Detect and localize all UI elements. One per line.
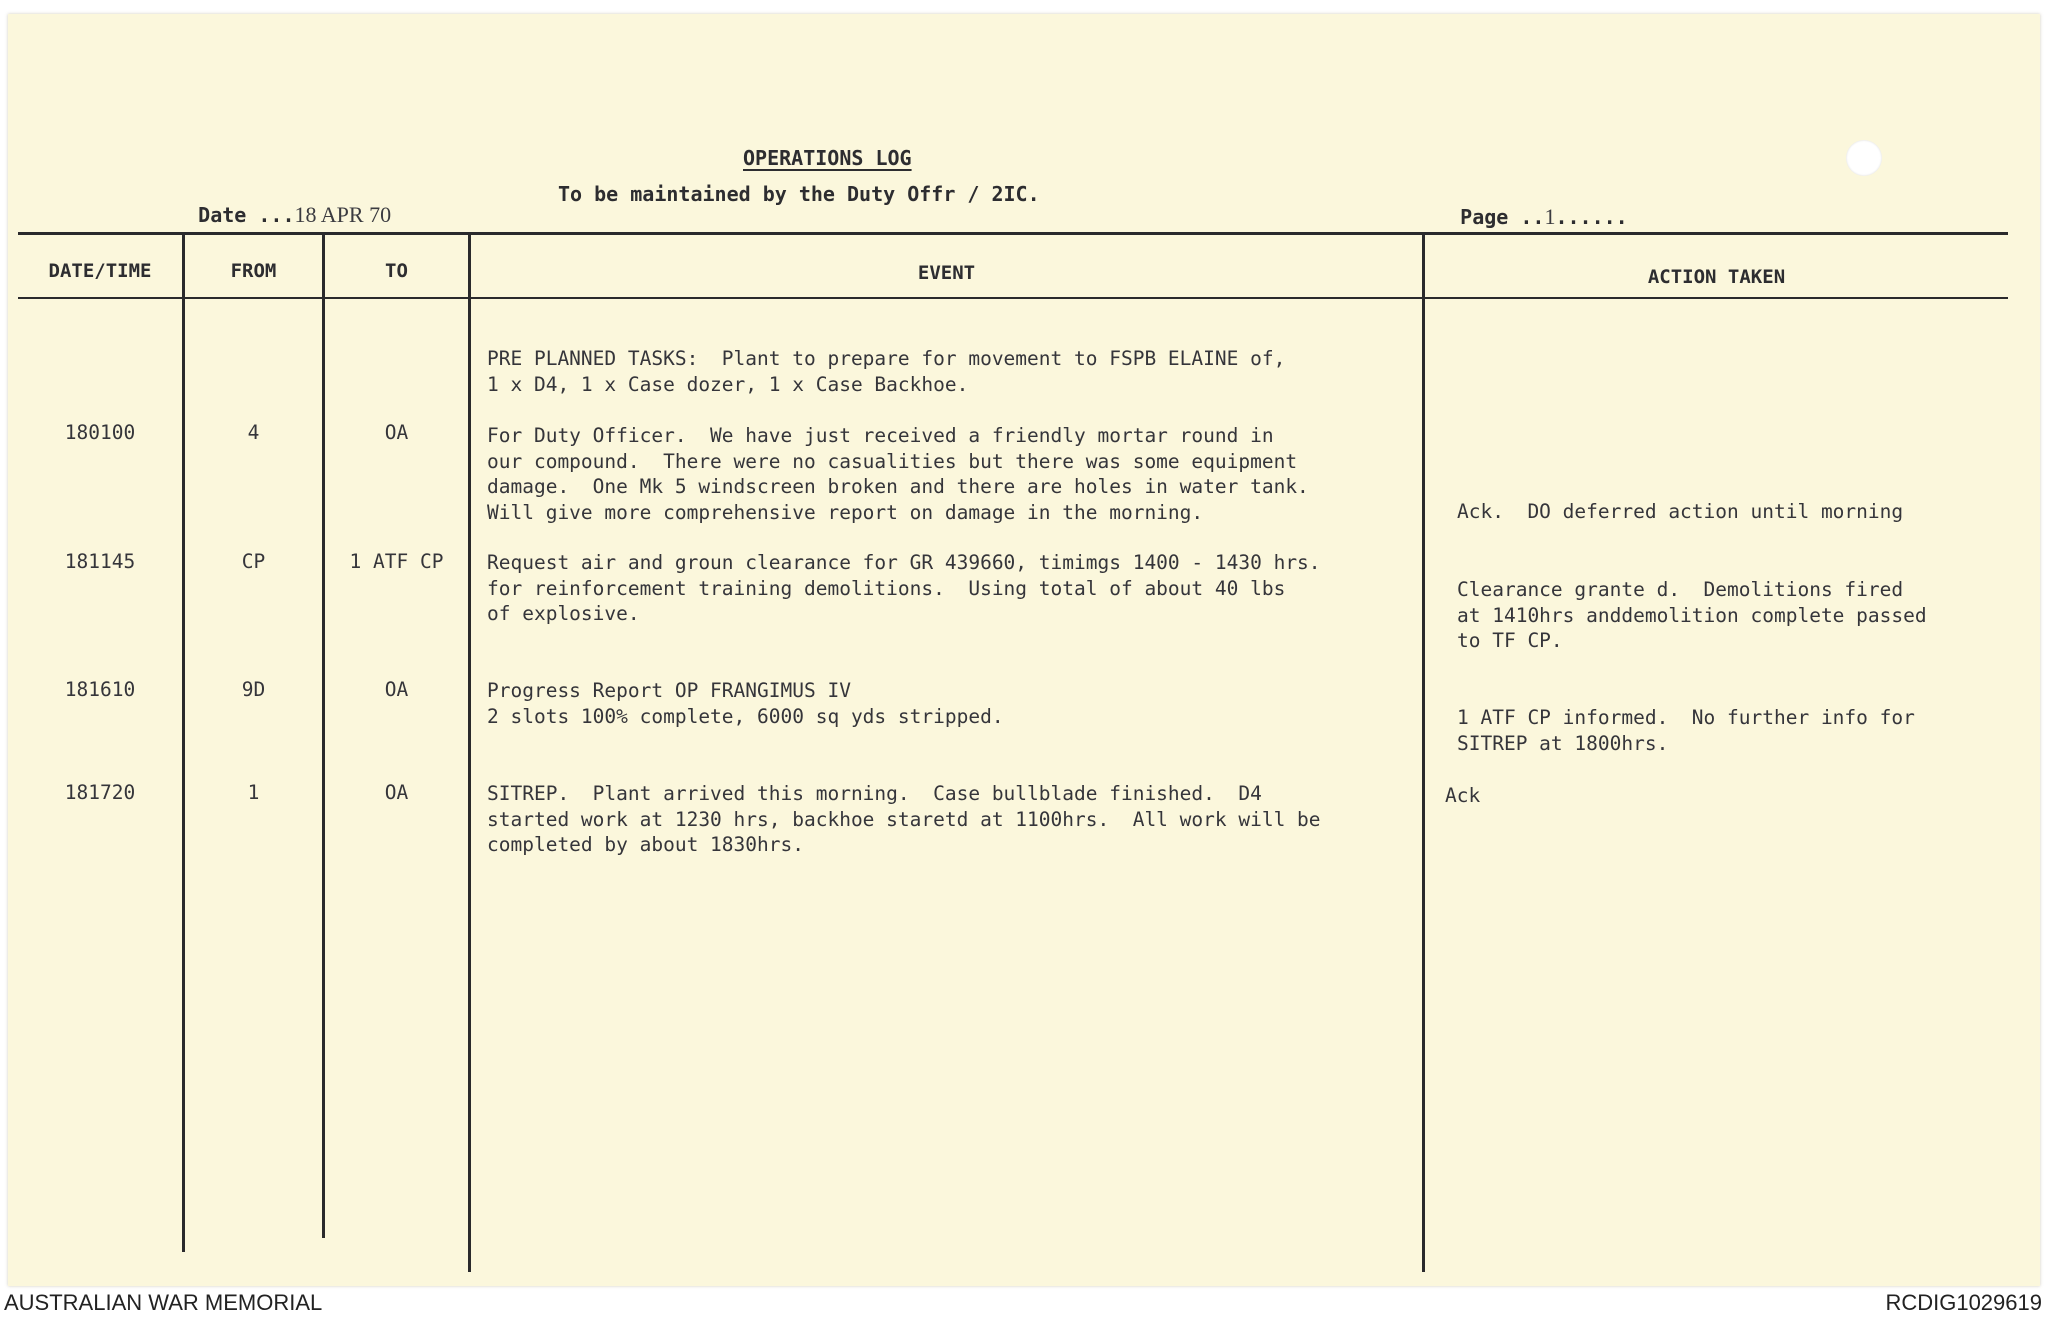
header-event: EVENT [917, 262, 976, 284]
row-action: Ack. DO deferred action until morning [1457, 500, 1904, 523]
header-to: TO [385, 260, 408, 282]
row-from: 4 [247, 421, 260, 444]
maintained-by-note: To be maintained by the Duty Offr / 2IC. [558, 182, 1040, 206]
header-bottom-rule [18, 297, 2008, 299]
date-label: Date ...18 APR 70 [198, 202, 392, 227]
row-datetime: 181610 [64, 678, 136, 701]
page-title: OPERATIONS LOG [743, 146, 912, 170]
row-event: Request air and groun clearance for GR 439660, timimgs 1400 - 1430 hrs. for reinforcement training demolitions. Using total of about 40 lbs of explosive. [487, 551, 1321, 625]
row-from: 1 [247, 781, 260, 804]
column-divider-2 [322, 232, 325, 1238]
row-to: OA [384, 421, 409, 444]
document-sheet [8, 14, 2040, 1286]
column-divider-3 [468, 232, 471, 1272]
table-top-rule [18, 232, 2008, 235]
row-datetime: 181145 [64, 550, 136, 573]
column-divider-1 [182, 232, 185, 1252]
page-label: Page ..1...... [1460, 204, 1628, 229]
row-datetime: 181720 [64, 781, 136, 804]
row-to: 1 ATF CP [349, 550, 444, 573]
row-action: 1 ATF CP informed. No further info for SITREP at 1800hrs. [1457, 706, 1915, 755]
row-event: SITREP. Plant arrived this morning. Case bullblade finished. D4 started work at 1230 hrs, backhoe staretd at 1100hrs. All work will be completed by about 1830hrs. [487, 782, 1321, 856]
header-from: FROM [230, 260, 277, 282]
footer-record-id: RCDIG1029619 [1885, 1290, 2042, 1315]
column-divider-4 [1422, 232, 1425, 1272]
date-value: 18 APR 70 [294, 202, 392, 227]
page-value: 1 [1544, 204, 1556, 229]
row-event: Progress Report OP FRANGIMUS IV 2 slots 100% complete, 6000 sq yds stripped. [487, 679, 1004, 728]
header-datetime: DATE/TIME [48, 260, 152, 282]
row-action: Clearance grante d. Demolitions fired at 1410hrs anddemolition complete passed to TF CP. [1457, 578, 1927, 652]
preplanned-tasks: PRE PLANNED TASKS: Plant to prepare for movement to FSPB ELAINE of, 1 x D4, 1 x Case dozer, 1 x Case Backhoe. [487, 347, 1286, 396]
row-to: OA [384, 678, 409, 701]
row-from: 9D [241, 678, 266, 701]
row-event: For Duty Officer. We have just received a friendly mortar round in our compound. There were no casualities but there was some equipment damage. One Mk 5 windscreen broken and there are holes in water tank. Will give more comprehensive report on damage in the morning. [487, 424, 1309, 524]
header-action-taken: ACTION TAKEN [1647, 266, 1786, 288]
footer-source: AUSTRALIAN WAR MEMORIAL [4, 1290, 323, 1315]
punch-hole [1846, 140, 1882, 176]
row-datetime: 180100 [64, 421, 136, 444]
row-action: Ack [1445, 784, 1481, 807]
row-from: CP [241, 550, 266, 573]
row-to: OA [384, 781, 409, 804]
